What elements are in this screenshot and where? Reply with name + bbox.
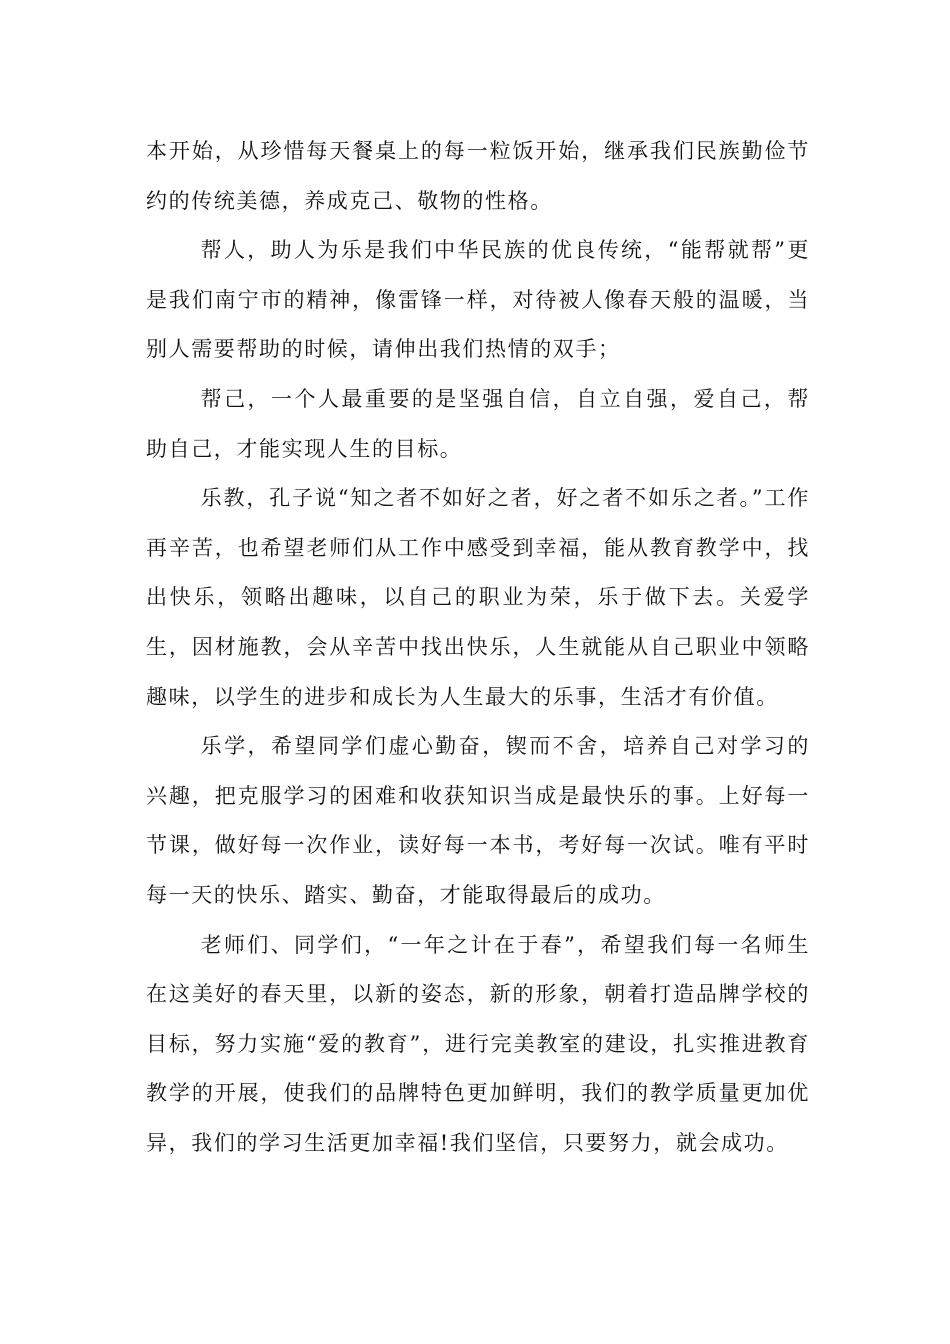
document-body: [146, 127, 810, 1168]
paragraph-joyful-learning: 乐学，希望同学们虚心勤奋，锲而不舍，培养自己对学习的兴趣，把克服学习的困难和收获知识当成是最快乐的事。上好每一节课，做好每一次作业，读好每一本书，考好每一次试。唯有平时每一天的快乐、踏实、勤奋，才能取得最后的成功。: [146, 734, 810, 907]
paragraph-closing: 老师们、同学们，“一年之计在于春”，希望我们每一名师生在这美好的春天里，以新的姿态，新的形象，朝着打造品牌学校的目标，努力实施“爱的教育”，进行完美教室的建设，扎实推进教育教学的开展，使我们的品牌特色更加鲜明，我们的教学质量更加优异，我们的学习生活更加幸福!我们坚信，只要努力，就会成功。: [146, 932, 810, 1155]
paragraph-helping-others: 帮人，助人为乐是我们中华民族的优良传统，“能帮就帮”更是我们南宁市的精神，像雷锋一样，对待被人像春天般的温暖，当别人需要帮助的时候，请伸出我们热情的双手；: [146, 238, 810, 362]
paragraph-joyful-teaching: 乐教，孔子说“知之者不如好之者，好之者不如乐之者。”工作再辛苦，也希望老师们从工作中感受到幸福，能从教育教学中，找出快乐，领略出趣味，以自己的职业为荣，乐于做下去。关爱学生，因材施教，会从辛苦中找出快乐，人生就能从自己职业中领略趣味，以学生的进步和成长为人生最大的乐事，生活才有价值。: [146, 486, 810, 709]
paragraph-continuation: 本开始，从珍惜每天餐桌上的每一粒饭开始，继承我们民族勤俭节约的传统美德，养成克己、敬物的性格。: [146, 139, 810, 213]
paragraph-helping-self: 帮己，一个人最重要的是坚强自信，自立自强，爱自己，帮助自己，才能实现人生的目标。: [146, 386, 810, 461]
